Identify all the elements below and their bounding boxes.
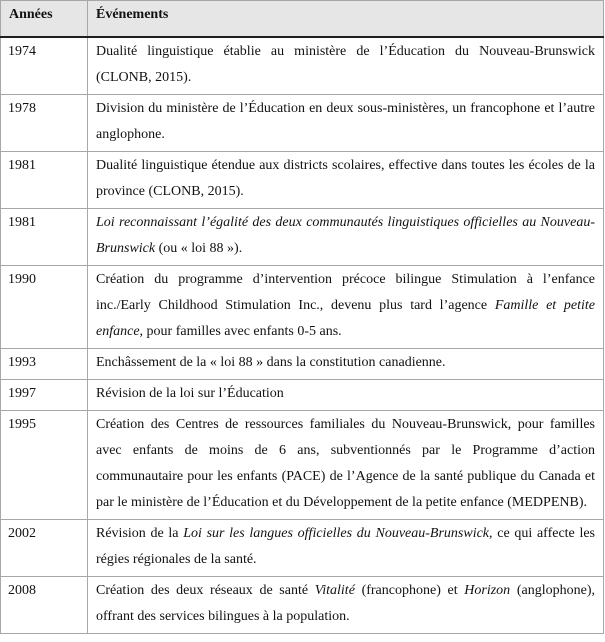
event-text: Création des Centres de ressources familiales du Nouveau-Brunswick, pour familles avec enfants de moins de 6 ans, subventionnés par le Programme d’action communautaire pour les enfants (PACE) de l’Agence de la santé publique du Canada et par le ministère de l’Éducation et du Développement de la petite enfance (MEDPENB). [96, 417, 595, 510]
event-text: (francophone) et [354, 583, 465, 598]
event-cell [88, 152, 604, 209]
event-text: Enchâssement de la « loi 88 » dans la constitution canadienne. [96, 355, 446, 370]
event-cell [88, 577, 604, 634]
event-text: Dualité linguistique étendue aux districts scolaires, effective dans toutes les écoles de la province (CLONB, 2015). [96, 158, 595, 199]
event-cell [88, 95, 604, 152]
table-row [1, 577, 604, 634]
event-cell [88, 411, 604, 520]
event-text: Dualité linguistique établie au ministère de l’Éducation du Nouveau-Brunswick (CLONB, 2015). [96, 44, 595, 85]
table-row [1, 209, 604, 266]
year-cell: 1981 [1, 152, 88, 209]
event-text: Révision de la [96, 526, 184, 541]
table-row [1, 37, 604, 95]
table-row [1, 95, 604, 152]
year-cell: 1978 [1, 95, 88, 152]
year-cell: 1995 [1, 411, 88, 520]
event-cell [88, 380, 604, 411]
table-row [1, 349, 604, 380]
event-text: Création du programme d’intervention précoce bilingue Stimulation à l’enfance inc./Early Childhood Stimulation Inc., devenu plus tard l’agence [96, 272, 595, 313]
event-text: (anglophone), offrant des services bilingues à la population. [96, 583, 595, 624]
event-text: Division du ministère de l’Éducation en deux sous-ministères, un francophone et l’autre anglophone. [96, 101, 595, 142]
event-cell [88, 266, 604, 349]
year-cell: 1993 [1, 349, 88, 380]
year-cell: 1974 [1, 37, 88, 95]
header-row [1, 1, 604, 38]
year-cell: 2002 [1, 520, 88, 577]
event-text-italic: Loi sur les langues officielles du Nouveau-Brunswick [183, 526, 490, 541]
year-cell: 2008 [1, 577, 88, 634]
event-text: , pour familles avec enfants 0-5 ans. [139, 324, 342, 339]
table-row [1, 380, 604, 411]
event-text: (ou « loi 88 »). [155, 241, 243, 256]
event-text: Révision de la loi sur l’Éducation [96, 386, 284, 401]
event-text: , ce qui affecte les régies régionales de la santé. [96, 526, 596, 567]
header-events: Événements [88, 1, 604, 38]
event-cell [88, 349, 604, 380]
table-row [1, 520, 604, 577]
event-cell [88, 37, 604, 95]
event-cell [88, 209, 604, 266]
event-text-italic: Loi reconnaissant l’égalité des deux communautés linguistiques officielles au Nouveau-Brunswick [96, 215, 595, 256]
header-years: Années [1, 1, 88, 38]
year-cell: 1981 [1, 209, 88, 266]
table-row [1, 266, 604, 349]
event-text-italic: Horizon [464, 583, 511, 598]
event-text-italic: Famille et petite enfance [96, 298, 595, 339]
event-cell [88, 520, 604, 577]
table-row [1, 411, 604, 520]
event-text: Création des deux réseaux de santé [96, 583, 315, 598]
table-row [1, 152, 604, 209]
event-text-italic: Vitalité [314, 583, 355, 598]
year-cell: 1990 [1, 266, 88, 349]
year-cell: 1997 [1, 380, 88, 411]
